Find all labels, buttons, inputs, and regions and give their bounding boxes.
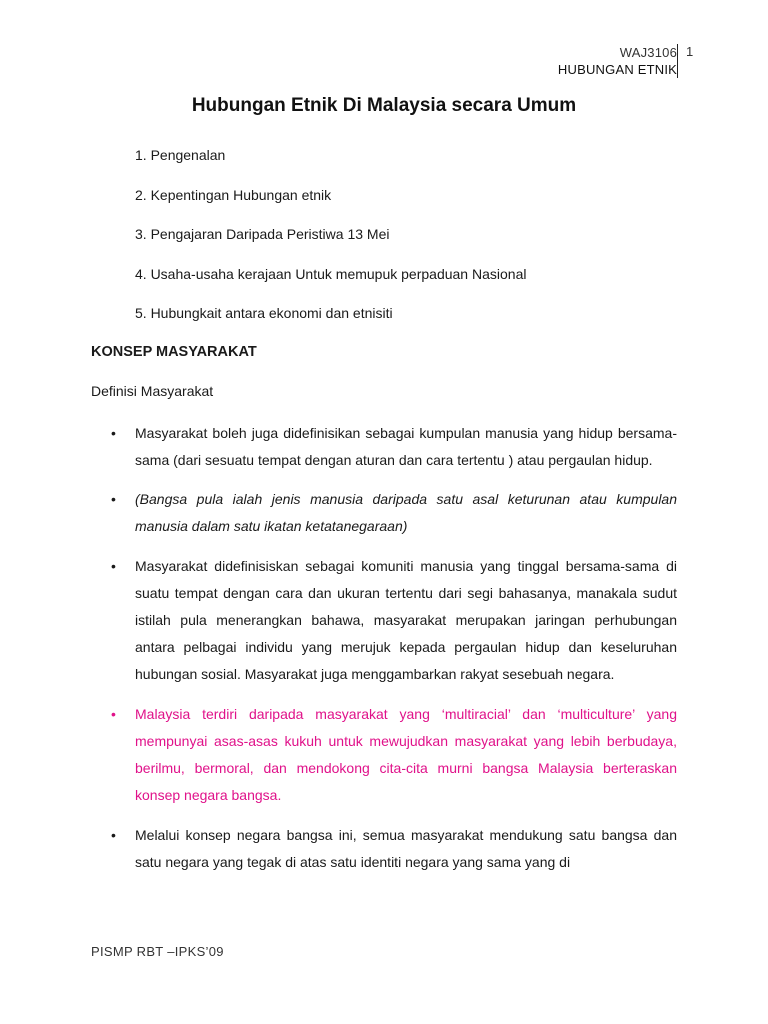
- bullet-icon: •: [111, 558, 116, 574]
- bullet-text: Masyarakat didefinisiskan sebagai komuniti manusia yang tinggal bersama-sama di suatu tempat dengan cara dan ukuran tertentu dari segi bahasanya, manakala sudut istilah pula menerangkan bahawa, masyarakat merupakan jaringan perhubungan antara pelbagai individu yang merujuk kepada pergaulan hidup dan keseluruhan hubungan sosial. Masyarakat juga menggambarkan rakyat sesebuah negara.: [135, 558, 677, 682]
- header-divider: [677, 44, 678, 78]
- document-title: Hubungan Etnik Di Malaysia secara Umum: [191, 95, 577, 116]
- section-heading: KONSEP MASYARAKAT: [91, 344, 257, 360]
- bullet-icon: •: [111, 425, 116, 441]
- bullet-text: (Bangsa pula ialah jenis manusia daripada satu asal keturunan atau kumpulan manusia dalam satu ikatan ketatanegaraan): [135, 491, 677, 534]
- bullet-text: Masyarakat boleh juga didefinisikan sebagai kumpulan manusia yang hidup bersama-sama (dari sesuatu tempat dengan aturan dan cara tertentu ) atau pergaulan hidup.: [135, 425, 677, 468]
- bullet-icon: •: [111, 706, 116, 722]
- bullet-icon: •: [111, 827, 116, 843]
- course-title: HUBUNGAN ETNIK: [557, 62, 677, 77]
- bullet-item: [91, 486, 677, 540]
- bullet-item: [91, 822, 677, 876]
- outline-item: 5. Hubungkait antara ekonomi dan etnisiti: [135, 305, 393, 321]
- bullet-item: [91, 420, 677, 474]
- subheading: Definisi Masyarakat: [91, 383, 214, 399]
- running-header: [558, 44, 677, 78]
- bullet-item: [91, 553, 677, 688]
- outline-item: 2. Kepentingan Hubungan etnik: [135, 186, 332, 203]
- page-footer: PISMP RBT –IPKS’09: [91, 944, 224, 959]
- bullet-text: Melalui konsep negara bangsa ini, semua masyarakat mendukung satu bangsa dan satu negara yang tegak di atas satu identiti negara yang sama yang di: [135, 827, 677, 870]
- bullet-text: Malaysia terdiri daripada masyarakat yang ‘multiracial’ dan ‘multiculture’ yang mempunyai asas-asas kukuh untuk mewujudkan masyarakat yang lebih berbudaya, berilmu, bermoral, dan mendokong cita-cita murni bangsa Malaysia berteraskan konsep negara bangsa.: [135, 706, 677, 803]
- outline-item: 4. Usaha-usaha kerajaan Untuk memupuk perpaduan Nasional: [135, 265, 527, 282]
- bullet-item-highlighted: [91, 701, 677, 809]
- course-code: WAJ3106: [619, 45, 677, 60]
- outline-item: 3. Pengajaran Daripada Peristiwa 13 Mei: [135, 226, 390, 242]
- bullet-list: [91, 420, 677, 889]
- outline-item: 1. Pengenalan: [135, 147, 226, 163]
- outline-list: [135, 146, 526, 344]
- bullet-icon: •: [111, 491, 116, 507]
- page-number: 1: [686, 44, 694, 59]
